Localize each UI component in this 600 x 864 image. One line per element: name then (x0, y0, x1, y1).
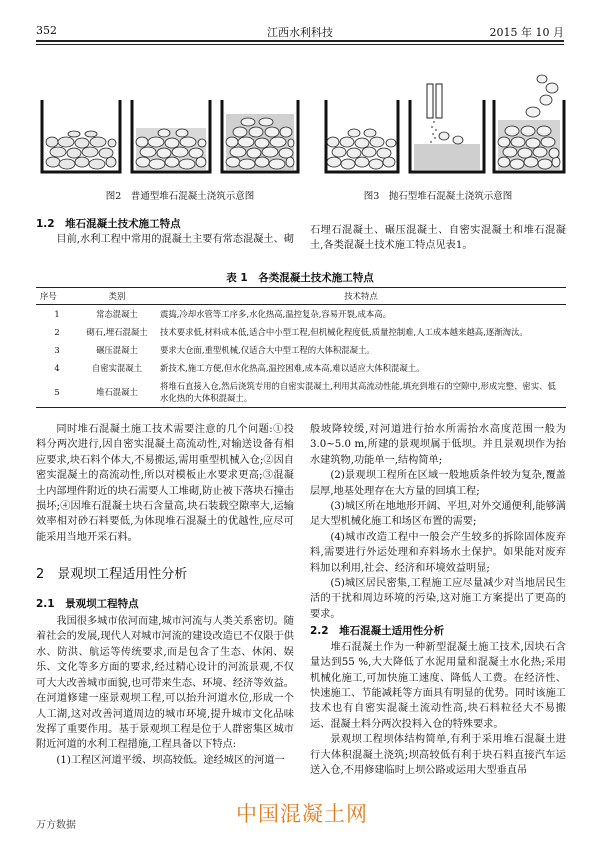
source-label: 万方数据 (36, 820, 76, 831)
table-cell-features: 技术要求低,材料成本低,适合中小型工程,但机械化程度低,质量控制难,人工成本越来越高,逐渐淘汰。 (160, 327, 528, 337)
section-2-heading: 2 景观坝工程适用性分析 (36, 567, 188, 583)
issue-date: 2015 年 10 月 (489, 26, 564, 39)
header-rule-thin (36, 44, 564, 45)
left-paragraph-3: (1)工程区河道平缓、坝高较低。途经城区的河道一 (56, 754, 285, 766)
table-cell-index: 4 (54, 363, 60, 373)
left-paragraph-2: 我国很多城市依河而建,城市河流与人类关系密切。随着社会的发展,现代人对城市河流的建设改造已不仅限于供水、防洪、航运等传统要求,而是包含了生态、休闲、娱乐、文化等多方面的要求,经过精心设计的河流景观,不仅可大大改善城市面貌,也可带来生态、环境、经济等效益。在河道修建一座景观坝工程,可以抬升河道水位,形成一个人工湖,这对改善河道周边的城市环境,提升城市文化品味发挥了重要作用。基于景观坝工程是位于人群密集区城市附近河道的水利工程措施,工程具备以下特点: (36, 616, 294, 751)
table-header-cell: 序号 (36, 288, 78, 305)
table-cell-category: 碾压混凝土 (96, 345, 138, 355)
right-paragraph-3: (3)城区所在地地形开阔、平坦,对外交通便利,能够满足大型机械化施工和场区布置的需要; (310, 501, 566, 528)
table-cell-index: 2 (54, 327, 60, 337)
right-paragraph-5: (5)城区居民密集,工程施工应尽量减少对当地居民生活的干扰和周边环境的污染,这对施工方案提出了更高的要求。 (310, 578, 566, 620)
table-header-row (36, 288, 566, 305)
table-row (36, 377, 566, 408)
figure-3-caption: 图3 抛石型堆石混凝土浇筑示意图 (363, 191, 513, 202)
table-cell-index: 5 (36, 377, 78, 408)
table-cell-index: 1 (54, 309, 60, 319)
section-1-2-left-paragraph: 目前,水利工程中常用的混凝土主要有常态混凝土、砌 (56, 234, 294, 246)
table-header-cell: 技术特点 (156, 288, 566, 305)
journal-title: 江西水利科技 (267, 26, 333, 39)
table-row (36, 341, 566, 359)
right-paragraph-6: 堆石混凝土作为一种新型混凝土施工技术,因块石含量达到55 %,大大降低了水泥用量和混凝土水化热;采用机械化施工,可加快施工速度、降低人工费。在经济性、快速施工、节能减耗等方面具有明显的优势。同时该施工技术也有自密实混凝土流动性高,块石料粒径大不易搬运、混凝土料分两次投料入仓的特殊要求。 (310, 641, 566, 730)
table-row (36, 323, 566, 341)
table-cell-category: 常态混凝土 (96, 309, 138, 319)
figure-2-illustration (36, 70, 301, 178)
table-1-caption: 表 1 各类混凝土技术施工特点 (226, 272, 374, 284)
section-1-2-left (36, 217, 294, 248)
right-paragraph-7: 景观坝工程坝体结构简单,有利于采用堆石混凝土进行大体积混凝土浇筑;坝高较低有利于块石料直接汽车运送入仓,不用修建临时上坝公路或运用大型垂直吊 (310, 734, 566, 776)
section-1-2-right (310, 223, 566, 254)
page-number: 352 (36, 24, 57, 37)
section-1-2-heading: 1.2 堆石混凝土技术施工特点 (36, 218, 181, 230)
table-row (36, 359, 566, 377)
table-cell-category: 自密实混凝土 (91, 363, 143, 373)
table-1 (36, 287, 566, 408)
figures-row (36, 70, 566, 178)
table-cell-category: 堆石混凝土 (78, 377, 156, 408)
table-row (36, 305, 566, 324)
left-paragraph-1: 同时堆石混凝土施工技术需要注意的几个问题:①投料分两次进行,因自密实混凝土高流动性,对输送设备有相应要求,块石料个体大,不易搬运,需用重型机械入仓;②因自密实混凝土的高流动性,所以对模板止水要求更高;③混凝土内部埋件附近的块石需要人工堆砌,防止被下落块石撞击损坏;④因堆石混凝土块石含量高,块石装载空隙率大,运输效率相对砂石料要低,为体现堆石混凝土的优越性,应尽可能采用当地开采石料。 (36, 424, 294, 543)
left-column (36, 422, 294, 768)
right-column (310, 422, 566, 778)
figure-2 (36, 70, 301, 178)
figure-2-caption: 图2 普通型堆石混凝土浇筑示意图 (105, 191, 255, 202)
table-cell-features: 要求大仓面,重型机械,仅适合大中型工程的大体积混凝土。 (160, 345, 375, 355)
table-cell-features: 将堆石直接入仓,然后浇筑专用的自密实混凝土,利用其高流动性能,填充到堆石的空隙中,形成完整、密实、低水化热的大体积混凝土。 (156, 377, 566, 408)
right-paragraph-1: 般坡降较缓,对河道进行抬水所需抬水高度范围一般为3.0~5.0 m,所建的景观坝属于低坝。并且景观坝作为抬水建筑物,功能单一,结构简单; (310, 424, 566, 466)
figure-3 (324, 70, 566, 178)
right-paragraph-4: (4)城市改造工程中一般会产生较多的拆除固体废弃料,需要进行外运处理和弃料场水土保护。如果能对废弃料加以利用,社会、经济和环境效益明显; (310, 531, 566, 574)
table-cell-features: 新技术,施工方便,但水化热高,温控困难,成本高,难以适应大体积混凝土。 (160, 363, 425, 373)
figure-3-illustration (324, 70, 566, 178)
section-1-2-right-paragraph: 石埋石混凝土、碾压混凝土、自密实混凝土和堆石混凝土,各类混凝土技术施工特点见表1。 (310, 225, 566, 252)
section-2-2-heading: 2.2 堆石混凝土适用性分析 (310, 625, 445, 638)
table-cell-category: 砌石,埋石混凝土 (86, 327, 148, 337)
table-header-cell: 类别 (78, 288, 156, 305)
table-cell-index: 3 (54, 345, 60, 355)
watermark-text: 中国混凝土网 (236, 802, 368, 826)
section-2-1-heading: 2.1 景观坝工程特点 (36, 597, 139, 610)
table-cell-features: 震捣,冷却水管等工序多,水化热高,温控复杂,容易开裂,成本高。 (160, 309, 392, 319)
header-rule-thick (36, 40, 564, 42)
right-paragraph-2: (2)景观坝工程所在区域一般地质条件较为复杂,覆盖层厚,地基处理存在大方量的回填工程; (310, 470, 566, 497)
